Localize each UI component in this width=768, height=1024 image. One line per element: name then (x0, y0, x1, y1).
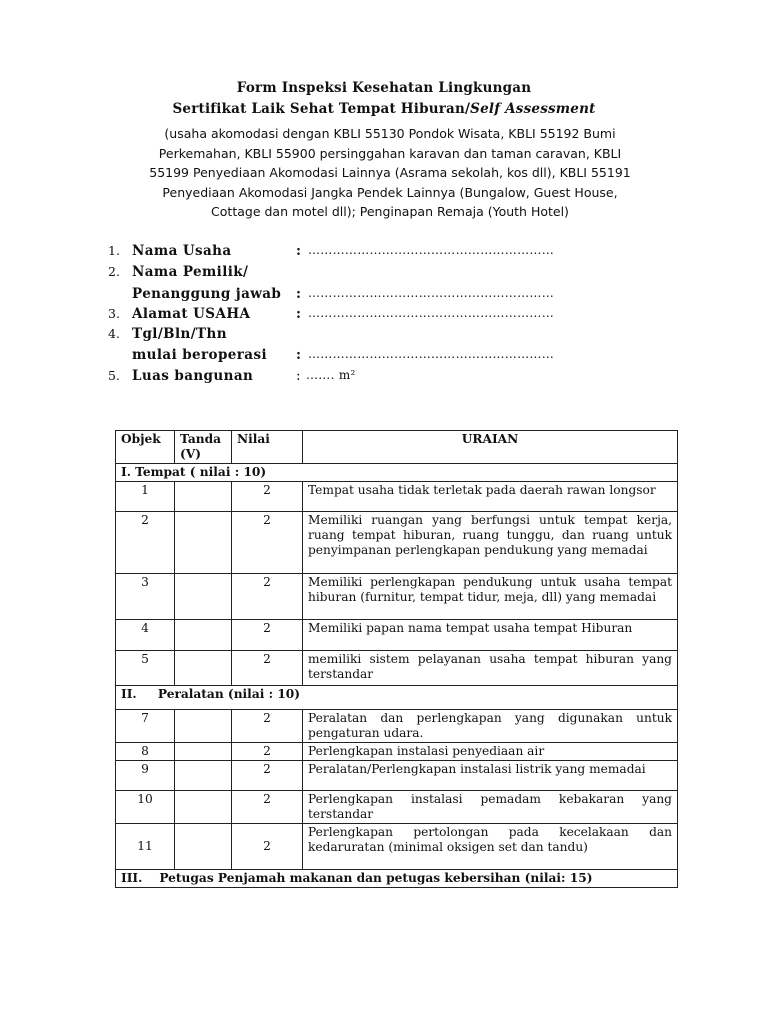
header-uraian: URAIAN (303, 431, 678, 464)
field-label: Alamat USAHA (132, 306, 251, 322)
cell-objek: 4 (116, 620, 175, 651)
table-row (116, 512, 678, 574)
header-tanda: Tanda (V) (175, 431, 232, 464)
cell-nilai: 2 (232, 512, 303, 574)
cell-objek: 1 (116, 482, 175, 512)
field-label: Tgl/Bln/Thn (132, 326, 227, 342)
cell-nilai: 2 (232, 761, 303, 791)
cell-tanda[interactable] (175, 574, 232, 620)
field-label: Nama Pemilik/ (132, 264, 249, 280)
cell-uraian: Memiliki perlengkapan pendukung untuk usaha tempat hiburan (furnitur, tempat tidur, meja, dll) yang memadai (303, 574, 678, 620)
table-header-row (116, 431, 678, 464)
cell-nilai: 2 (232, 710, 303, 743)
cell-nilai: 2 (232, 574, 303, 620)
form-title: Form Inspeksi Kesehatan Lingkungan (236, 80, 532, 96)
section-row-tempat (116, 464, 678, 482)
table-row (116, 824, 678, 870)
table-row (116, 620, 678, 651)
subtitle-italic: Self Assessment (470, 101, 596, 117)
table-row (116, 482, 678, 512)
field-colon: : (296, 368, 301, 384)
cell-uraian: Memiliki ruangan yang berfungsi untuk tempat kerja, ruang tempat hiburan, ruang tunggu, dan ruang untuk penyimpanan perlengkapan pendukung yang memadai (303, 512, 678, 574)
cell-uraian: Perlengkapan instalasi pemadam kebakaran yang terstandar (303, 791, 678, 824)
cell-tanda[interactable] (175, 791, 232, 824)
cell-uraian: Peralatan/Perlengkapan instalasi listrik yang memadai (303, 761, 678, 791)
field-number: 3. (108, 306, 120, 321)
cell-nilai: 2 (232, 824, 303, 870)
table-row (116, 791, 678, 824)
intro-line: Perkemahan, KBLI 55900 persinggahan karavan dan taman caravan, KBLI (158, 145, 622, 161)
inspection-table (115, 430, 678, 888)
cell-tanda[interactable] (175, 651, 232, 686)
header-objek: Objek (116, 431, 175, 464)
cell-objek: 9 (116, 761, 175, 791)
cell-tanda[interactable] (175, 482, 232, 512)
field-blank[interactable]: …………………………………………………… (308, 347, 554, 361)
table-row (116, 710, 678, 743)
cell-uraian: memiliki sistem pelayanan usaha tempat hiburan yang terstandar (303, 651, 678, 686)
section-row-petugas (116, 870, 678, 888)
cell-nilai: 2 (232, 482, 303, 512)
cell-tanda[interactable] (175, 512, 232, 574)
cell-nilai: 2 (232, 743, 303, 761)
form-subtitle (0, 101, 768, 117)
section-title: III. Petugas Penjamah makanan dan petugas kebersihan (nilai: 15) (116, 870, 678, 888)
cell-nilai: 2 (232, 651, 303, 686)
field-colon: : (296, 306, 301, 322)
table-row (116, 743, 678, 761)
intro-line: Penyediaan Akomodasi Jangka Pendek Lainnya (Bungalow, Guest House, (162, 184, 618, 200)
field-number: 2. (108, 264, 120, 279)
cell-uraian: Perlengkapan instalasi penyediaan air (303, 743, 678, 761)
section-title: I. Tempat ( nilai : 10) (116, 464, 678, 482)
field-colon: : (296, 286, 301, 302)
field-number: 1. (108, 243, 120, 258)
cell-objek: 10 (116, 791, 175, 824)
cell-nilai: 2 (232, 791, 303, 824)
cell-tanda[interactable] (175, 620, 232, 651)
table-row (116, 761, 678, 791)
header-nilai: Nilai (232, 431, 303, 464)
table-row (116, 574, 678, 620)
cell-tanda[interactable] (175, 761, 232, 791)
subtitle-normal: Sertifikat Laik Sehat Tempat Hiburan/ (172, 101, 471, 117)
field-number: 5. (108, 368, 120, 383)
cell-objek: 5 (116, 651, 175, 686)
table-row (116, 651, 678, 686)
field-colon: : (296, 243, 301, 259)
field-blank[interactable]: ……. m² (306, 368, 356, 382)
section-row-peralatan (116, 686, 678, 710)
field-blank[interactable]: …………………………………………………… (308, 306, 554, 320)
cell-nilai: 2 (232, 620, 303, 651)
cell-objek: 11 (116, 824, 175, 870)
intro-paragraph (125, 124, 655, 222)
cell-objek: 8 (116, 743, 175, 761)
cell-uraian: Memiliki papan nama tempat usaha tempat Hiburan (303, 620, 678, 651)
section-title: II. Peralatan (nilai : 10) (116, 686, 678, 710)
field-label: Nama Usaha (132, 243, 232, 259)
cell-tanda[interactable] (175, 743, 232, 761)
cell-tanda[interactable] (175, 824, 232, 870)
cell-tanda[interactable] (175, 710, 232, 743)
cell-uraian: Tempat usaha tidak terletak pada daerah rawan longsor (303, 482, 678, 512)
cell-uraian: Perlengkapan pertolongan pada kecelakaan dan kedaruratan (minimal oksigen set dan tandu) (303, 824, 678, 870)
field-label: mulai beroperasi (132, 347, 267, 363)
field-blank[interactable]: …………………………………………………… (308, 243, 554, 257)
cell-objek: 2 (116, 512, 175, 574)
cell-objek: 3 (116, 574, 175, 620)
intro-line: 55199 Penyediaan Akomodasi Lainnya (Asrama sekolah, kos dll), KBLI 55191 (149, 165, 631, 180)
field-colon: : (296, 347, 301, 363)
field-blank[interactable]: …………………………………………………… (308, 286, 554, 300)
field-label: Luas bangunan (132, 368, 254, 384)
cell-uraian: Peralatan dan perlengkapan yang digunakan untuk pengaturan udara. (303, 710, 678, 743)
intro-line: (usaha akomodasi dengan KBLI 55130 Pondok Wisata, KBLI 55192 Bumi (164, 126, 616, 141)
cell-objek: 7 (116, 710, 175, 743)
field-number: 4. (108, 326, 120, 341)
intro-line: Cottage dan motel dll); Penginapan Remaja (Youth Hotel) (211, 204, 569, 219)
field-label: Penanggung jawab (132, 286, 282, 302)
